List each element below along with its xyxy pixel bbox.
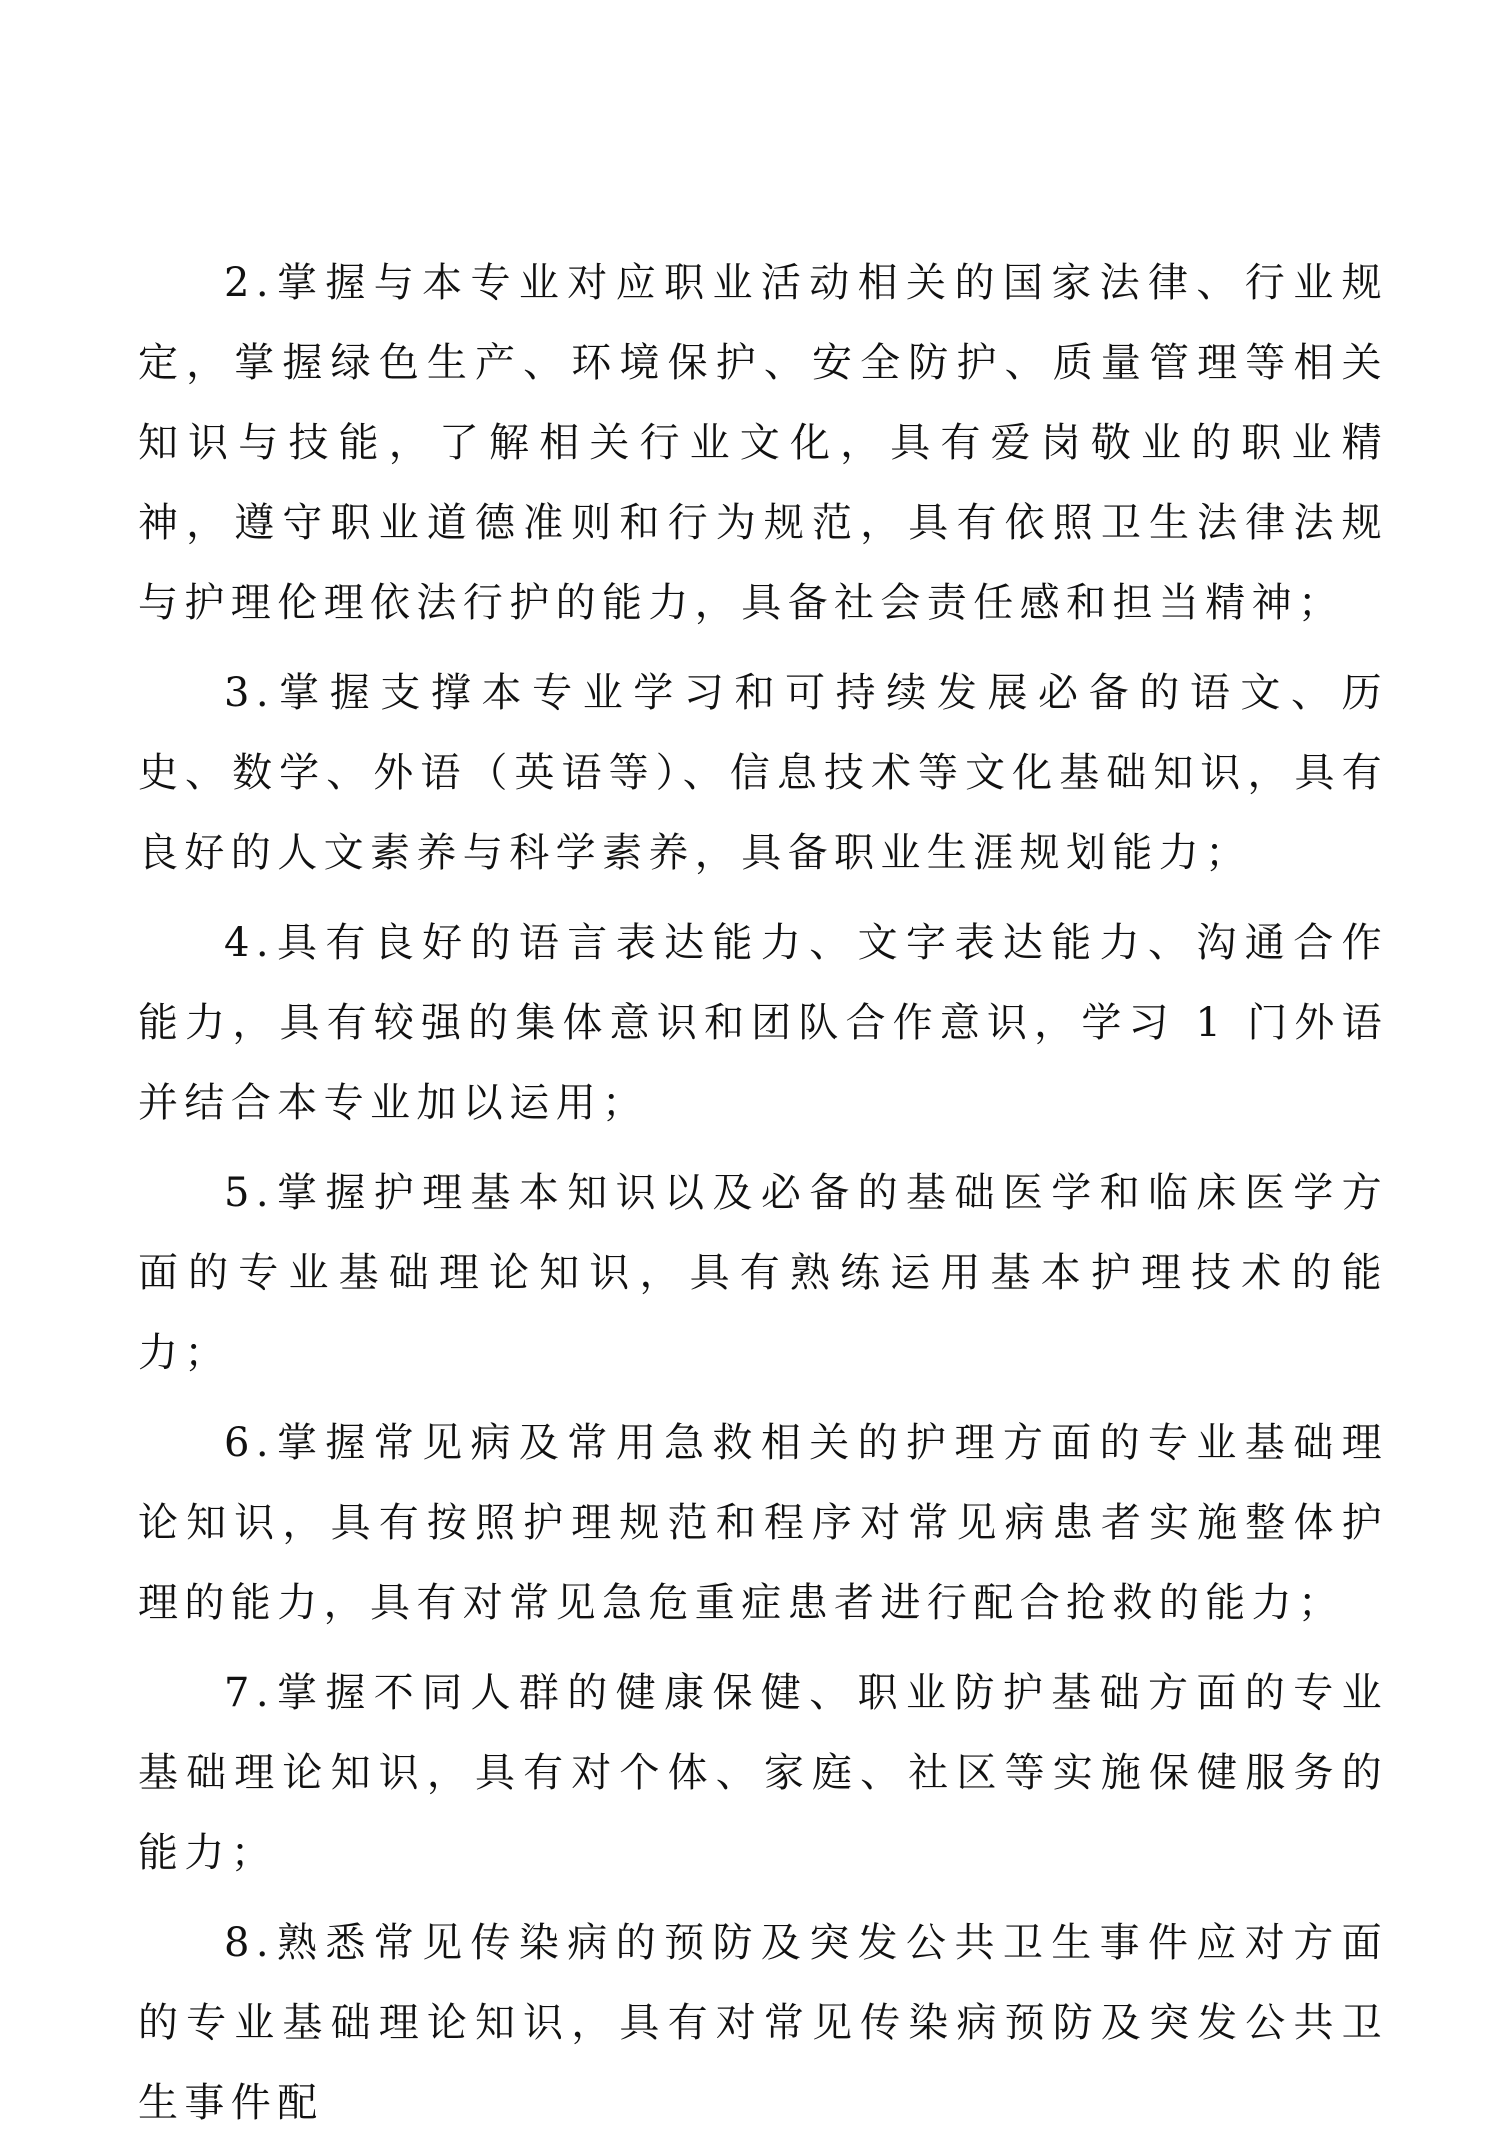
paragraph-item-2: 2.掌握与本专业对应职业活动相关的国家法律、行业规定，掌握绿色生产、环境保护、安全防护、质量管理等相关知识与技能，了解相关行业文化，具有爱岗敬业的职业精神，遵守职业道德准则和行为规范，具有依照卫生法律法规与护理伦理依法行护的能力，具备社会责任感和担当精神； [138,260,1388,626]
document-page [138,243,1388,2153]
paragraph-item-7: 7.掌握不同人群的健康保健、职业防护基础方面的专业基础理论知识，具有对个体、家庭、社区等实施保健服务的能力； [138,1670,1388,1876]
paragraph-item-3: 3.掌握支撑本专业学习和可持续发展必备的语文、历史、数学、外语（英语等）、信息技术等文化基础知识，具有良好的人文素养与科学素养，具备职业生涯规划能力； [138,670,1388,876]
paragraph-item-5: 5.掌握护理基本知识以及必备的基础医学和临床医学方面的专业基础理论知识，具有熟练运用基本护理技术的能力； [138,1170,1388,1376]
paragraph-item-6: 6.掌握常见病及常用急救相关的护理方面的专业基础理论知识，具有按照护理规范和程序对常见病患者实施整体护理的能力，具有对常见急危重症患者进行配合抢救的能力； [138,1420,1388,1626]
paragraph-item-4: 4.具有良好的语言表达能力、文字表达能力、沟通合作能力，具有较强的集体意识和团队合作意识，学习 1 门外语并结合本专业加以运用； [138,920,1388,1126]
paragraph-item-8: 8.熟悉常见传染病的预防及突发公共卫生事件应对方面的专业基础理论知识，具有对常见传染病预防及突发公共卫生事件配 [138,1920,1388,2126]
